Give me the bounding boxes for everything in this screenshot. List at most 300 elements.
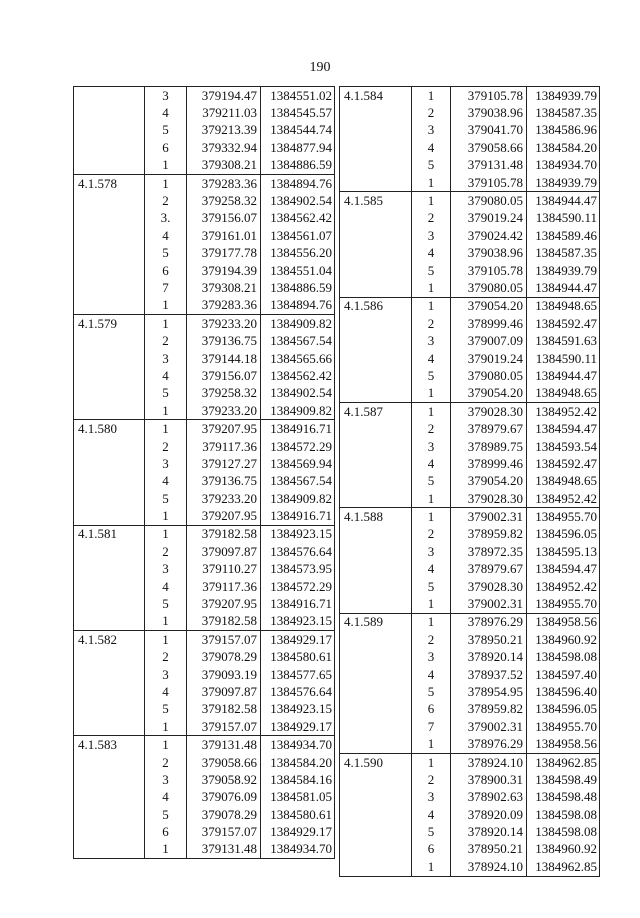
x-coordinate-cell: 379054.20 [451,473,527,490]
point-number-cell: 1 [145,420,187,438]
point-number-cell: 1 [412,595,451,613]
y-coordinate-cell: 1384916.71 [261,595,335,612]
x-coordinate-cell: 379002.31 [451,595,527,613]
parcel-id-cell [340,385,412,403]
parcel-id-cell [74,122,145,139]
table-row [74,490,335,507]
y-coordinate-cell: 1384909.82 [261,490,335,507]
y-coordinate-cell: 1384577.65 [261,666,335,683]
y-coordinate-cell: 1384955.70 [527,718,600,735]
parcel-id-cell [74,771,145,788]
x-coordinate-cell: 379131.48 [187,736,261,754]
point-number-cell: 1 [412,735,451,753]
point-number-cell: 5 [412,683,451,700]
point-number-cell: 3 [145,666,187,683]
point-number-cell: 4 [145,367,187,384]
x-coordinate-cell: 379156.07 [187,210,261,227]
x-coordinate-cell: 379233.20 [187,402,261,420]
x-coordinate-cell: 379161.01 [187,227,261,244]
table-row [340,578,600,595]
y-coordinate-cell: 1384958.56 [527,735,600,753]
point-number-cell: 1 [412,508,451,526]
x-coordinate-cell: 379136.75 [187,332,261,349]
parcel-id-cell [74,806,145,823]
table-row [340,595,600,613]
y-coordinate-cell: 1384958.56 [527,613,600,631]
parcel-id-cell [74,490,145,507]
table-row [74,701,335,718]
y-coordinate-cell: 1384562.42 [261,210,335,227]
y-coordinate-cell: 1384561.07 [261,227,335,244]
y-coordinate-cell: 1384593.54 [527,438,600,455]
x-coordinate-cell: 379093.19 [187,666,261,683]
point-number-cell: 4 [145,683,187,700]
x-coordinate-cell: 379157.07 [187,718,261,736]
table-row [74,438,335,455]
table-row [340,438,600,455]
x-coordinate-cell: 378979.67 [451,420,527,437]
y-coordinate-cell: 1384576.64 [261,543,335,560]
parcel-id-cell [74,718,145,736]
parcel-id-cell [340,666,412,683]
table-row [340,718,600,735]
point-number-cell: 3 [145,771,187,788]
point-number-cell: 1 [145,841,187,859]
table-row [74,297,335,315]
point-number-cell: 2 [145,438,187,455]
y-coordinate-cell: 1384572.29 [261,438,335,455]
parcel-id-cell: 4.1.590 [340,753,412,771]
y-coordinate-cell: 1384948.65 [527,297,600,315]
x-coordinate-cell: 379080.05 [451,367,527,384]
table-row [340,385,600,403]
y-coordinate-cell: 1384948.65 [527,473,600,490]
x-coordinate-cell: 378924.10 [451,858,527,876]
y-coordinate-cell: 1384894.76 [261,174,335,192]
x-coordinate-cell: 378989.75 [451,438,527,455]
table-row [340,543,600,560]
point-number-cell: 7 [412,718,451,735]
table-row [74,315,335,333]
table-row [74,139,335,156]
point-number-cell: 1 [412,174,451,192]
table-row [340,332,600,349]
parcel-id-cell [74,297,145,315]
parcel-id-cell [74,104,145,121]
x-coordinate-cell: 379058.66 [451,139,527,156]
table-row [340,649,600,666]
x-coordinate-cell: 379078.29 [187,649,261,666]
coordinates-table-left [73,86,335,859]
coordinates-table-right [339,86,600,877]
parcel-id-cell: 4.1.581 [74,525,145,543]
table-row [74,104,335,121]
y-coordinate-cell: 1384598.08 [527,823,600,840]
point-number-cell: 5 [412,823,451,840]
point-number-cell: 3 [145,87,187,105]
y-coordinate-cell: 1384923.15 [261,613,335,631]
y-coordinate-cell: 1384587.35 [527,245,600,262]
y-coordinate-cell: 1384592.47 [527,315,600,332]
parcel-id-cell [74,754,145,771]
x-coordinate-cell: 379207.95 [187,595,261,612]
y-coordinate-cell: 1384594.47 [527,561,600,578]
x-coordinate-cell: 379097.87 [187,543,261,560]
page-number: 190 [309,60,331,75]
table-row [74,122,335,139]
y-coordinate-cell: 1384544.74 [261,122,335,139]
parcel-id-cell [340,561,412,578]
y-coordinate-cell: 1384902.54 [261,192,335,209]
x-coordinate-cell: 379041.70 [451,122,527,139]
y-coordinate-cell: 1384589.46 [527,227,600,244]
y-coordinate-cell: 1384551.02 [261,87,335,105]
x-coordinate-cell: 379156.07 [187,367,261,384]
table-row [74,262,335,279]
table-row [74,841,335,859]
y-coordinate-cell: 1384569.94 [261,455,335,472]
point-number-cell: 1 [145,174,187,192]
parcel-id-cell [74,841,145,859]
point-number-cell: 1 [145,631,187,649]
parcel-id-cell [74,543,145,560]
x-coordinate-cell: 379002.31 [451,718,527,735]
parcel-id-cell: 4.1.584 [340,87,412,105]
x-coordinate-cell: 379110.27 [187,561,261,578]
point-number-cell: 2 [412,771,451,788]
table-row [340,122,600,139]
parcel-id-cell: 4.1.586 [340,297,412,315]
point-number-cell: 5 [145,806,187,823]
y-coordinate-cell: 1384939.79 [527,262,600,279]
table-row [74,613,335,631]
parcel-id-cell [340,227,412,244]
point-number-cell: 4 [145,789,187,806]
x-coordinate-cell: 379233.20 [187,315,261,333]
x-coordinate-cell: 379028.30 [451,578,527,595]
table-row [340,683,600,700]
table-row [74,473,335,490]
y-coordinate-cell: 1384562.42 [261,367,335,384]
parcel-id-cell [74,438,145,455]
y-coordinate-cell: 1384929.17 [261,718,335,736]
parcel-id-cell [74,595,145,612]
x-coordinate-cell: 379024.42 [451,227,527,244]
point-number-cell: 1 [145,525,187,543]
table-row [74,245,335,262]
parcel-id-cell [340,526,412,543]
point-number-cell: 5 [145,595,187,612]
y-coordinate-cell: 1384598.08 [527,649,600,666]
parcel-id-cell [340,649,412,666]
point-number-cell: 4 [412,350,451,367]
y-coordinate-cell: 1384598.48 [527,789,600,806]
table-row [340,561,600,578]
parcel-id-cell [340,631,412,648]
y-coordinate-cell: 1384955.70 [527,508,600,526]
parcel-id-cell [340,139,412,156]
point-number-cell: 1 [145,613,187,631]
x-coordinate-cell: 378979.67 [451,561,527,578]
table-row [340,279,600,297]
parcel-id-cell [340,122,412,139]
point-number-cell: 2 [145,649,187,666]
point-number-cell: 1 [412,490,451,508]
x-coordinate-cell: 379194.47 [187,87,261,105]
point-number-cell: 1 [145,157,187,175]
x-coordinate-cell: 379105.78 [451,262,527,279]
y-coordinate-cell: 1384960.92 [527,631,600,648]
y-coordinate-cell: 1384580.61 [261,649,335,666]
x-coordinate-cell: 378999.46 [451,455,527,472]
x-coordinate-cell: 379117.36 [187,578,261,595]
table-row [340,701,600,718]
x-coordinate-cell: 378924.10 [451,753,527,771]
point-number-cell: 3 [412,332,451,349]
parcel-id-cell [340,420,412,437]
parcel-id-cell [340,718,412,735]
parcel-id-cell [74,402,145,420]
table-row [340,297,600,315]
x-coordinate-cell: 379028.30 [451,403,527,421]
point-number-cell: 2 [145,332,187,349]
parcel-id-cell: 4.1.582 [74,631,145,649]
table-row [74,507,335,525]
table-row [340,420,600,437]
x-coordinate-cell: 378976.29 [451,613,527,631]
parcel-id-cell [74,613,145,631]
x-coordinate-cell: 378950.21 [451,841,527,858]
point-number-cell: 1 [412,858,451,876]
y-coordinate-cell: 1384594.47 [527,420,600,437]
y-coordinate-cell: 1384934.70 [261,736,335,754]
parcel-id-cell: 4.1.587 [340,403,412,421]
point-number-cell: 1 [145,507,187,525]
parcel-id-cell [340,490,412,508]
y-coordinate-cell: 1384590.11 [527,210,600,227]
x-coordinate-cell: 379211.03 [187,104,261,121]
table-row [74,279,335,296]
table-row [74,157,335,175]
point-number-cell: 4 [145,227,187,244]
y-coordinate-cell: 1384573.95 [261,561,335,578]
point-number-cell: 2 [412,526,451,543]
point-number-cell: 4 [145,104,187,121]
table-row [340,631,600,648]
point-number-cell: 2 [145,754,187,771]
point-number-cell: 4 [412,455,451,472]
y-coordinate-cell: 1384952.42 [527,578,600,595]
y-coordinate-cell: 1384923.15 [261,525,335,543]
y-coordinate-cell: 1384584.20 [261,754,335,771]
x-coordinate-cell: 379054.20 [451,297,527,315]
y-coordinate-cell: 1384939.79 [527,87,600,105]
y-coordinate-cell: 1384944.47 [527,192,600,210]
y-coordinate-cell: 1384597.40 [527,666,600,683]
y-coordinate-cell: 1384595.13 [527,543,600,560]
point-number-cell: 4 [145,578,187,595]
y-coordinate-cell: 1384886.59 [261,157,335,175]
table-body-left [74,87,335,859]
point-number-cell: 6 [412,701,451,718]
parcel-id-cell [340,789,412,806]
table-row [74,823,335,840]
point-number-cell: 5 [412,157,451,174]
table-row [340,227,600,244]
table-row [74,595,335,612]
parcel-id-cell [340,823,412,840]
table-row [74,350,335,367]
parcel-id-cell [74,666,145,683]
y-coordinate-cell: 1384934.70 [261,841,335,859]
y-coordinate-cell: 1384923.15 [261,701,335,718]
x-coordinate-cell: 379038.96 [451,245,527,262]
y-coordinate-cell: 1384567.54 [261,473,335,490]
table-row [340,526,600,543]
parcel-id-cell [74,473,145,490]
y-coordinate-cell: 1384556.20 [261,245,335,262]
x-coordinate-cell: 379308.21 [187,157,261,175]
y-coordinate-cell: 1384934.70 [527,157,600,174]
parcel-id-cell [340,104,412,121]
x-coordinate-cell: 379177.78 [187,245,261,262]
y-coordinate-cell: 1384955.70 [527,595,600,613]
x-coordinate-cell: 379131.48 [451,157,527,174]
table-row [340,666,600,683]
point-number-cell: 2 [145,192,187,209]
table-row [340,789,600,806]
parcel-id-cell [74,367,145,384]
table-row [340,753,600,771]
table-row [74,402,335,420]
table-row [340,735,600,753]
y-coordinate-cell: 1384592.47 [527,455,600,472]
parcel-id-cell: 4.1.579 [74,315,145,333]
y-coordinate-cell: 1384886.59 [261,279,335,296]
table-row [340,350,600,367]
table-row [340,823,600,840]
x-coordinate-cell: 378950.21 [451,631,527,648]
table-row [340,104,600,121]
x-coordinate-cell: 378999.46 [451,315,527,332]
table-body-right [340,87,600,877]
x-coordinate-cell: 379332.94 [187,139,261,156]
parcel-id-cell [340,315,412,332]
point-number-cell: 3 [412,789,451,806]
parcel-id-cell [340,578,412,595]
x-coordinate-cell: 379283.36 [187,297,261,315]
parcel-id-cell [340,174,412,192]
x-coordinate-cell: 378959.82 [451,701,527,718]
x-coordinate-cell: 379136.75 [187,473,261,490]
parcel-id-cell [340,438,412,455]
parcel-id-cell [340,683,412,700]
table-row [74,578,335,595]
table-row [340,841,600,858]
point-number-cell: 5 [145,245,187,262]
x-coordinate-cell: 379182.58 [187,701,261,718]
point-number-cell: 5 [412,262,451,279]
parcel-id-cell [74,823,145,840]
x-coordinate-cell: 379105.78 [451,174,527,192]
table-row [340,139,600,156]
table-row [74,420,335,438]
point-number-cell: 5 [412,578,451,595]
y-coordinate-cell: 1384591.63 [527,332,600,349]
x-coordinate-cell: 378972.35 [451,543,527,560]
table-row [74,683,335,700]
table-row [340,315,600,332]
y-coordinate-cell: 1384586.96 [527,122,600,139]
y-coordinate-cell: 1384596.05 [527,526,600,543]
table-row [340,613,600,631]
y-coordinate-cell: 1384944.47 [527,279,600,297]
x-coordinate-cell: 379157.07 [187,631,261,649]
x-coordinate-cell: 379078.29 [187,806,261,823]
x-coordinate-cell: 378902.63 [451,789,527,806]
point-number-cell: 5 [145,490,187,507]
y-coordinate-cell: 1384894.76 [261,297,335,315]
point-number-cell: 3 [145,561,187,578]
x-coordinate-cell: 379058.66 [187,754,261,771]
y-coordinate-cell: 1384584.16 [261,771,335,788]
x-coordinate-cell: 379258.32 [187,192,261,209]
parcel-id-cell [74,649,145,666]
table-row [74,455,335,472]
y-coordinate-cell: 1384939.79 [527,174,600,192]
point-number-cell: 4 [145,473,187,490]
point-number-cell: 4 [412,806,451,823]
point-number-cell: 1 [412,753,451,771]
table-row [340,508,600,526]
table-row [74,332,335,349]
parcel-id-cell [74,227,145,244]
parcel-id-cell: 4.1.589 [340,613,412,631]
y-coordinate-cell: 1384545.57 [261,104,335,121]
parcel-id-cell [340,455,412,472]
table-row [340,245,600,262]
y-coordinate-cell: 1384929.17 [261,823,335,840]
x-coordinate-cell: 379127.27 [187,455,261,472]
parcel-id-cell: 4.1.583 [74,736,145,754]
y-coordinate-cell: 1384596.05 [527,701,600,718]
x-coordinate-cell: 379233.20 [187,490,261,507]
point-number-cell: 2 [412,210,451,227]
x-coordinate-cell: 378920.14 [451,649,527,666]
parcel-id-cell [340,473,412,490]
point-number-cell: 1 [412,613,451,631]
parcel-id-cell [74,245,145,262]
table-row [340,858,600,876]
x-coordinate-cell: 379283.36 [187,174,261,192]
point-number-cell: 4 [412,245,451,262]
table-row [74,87,335,105]
y-coordinate-cell: 1384909.82 [261,402,335,420]
table-row [74,210,335,227]
table-row [74,543,335,560]
y-coordinate-cell: 1384598.49 [527,771,600,788]
x-coordinate-cell: 378900.31 [451,771,527,788]
x-coordinate-cell: 378920.09 [451,806,527,823]
point-number-cell: 6 [145,262,187,279]
point-number-cell: 1 [412,403,451,421]
point-number-cell: 6 [145,139,187,156]
point-number-cell: 6 [145,823,187,840]
point-number-cell: 3 [145,455,187,472]
parcel-id-cell [340,367,412,384]
y-coordinate-cell: 1384877.94 [261,139,335,156]
y-coordinate-cell: 1384596.40 [527,683,600,700]
